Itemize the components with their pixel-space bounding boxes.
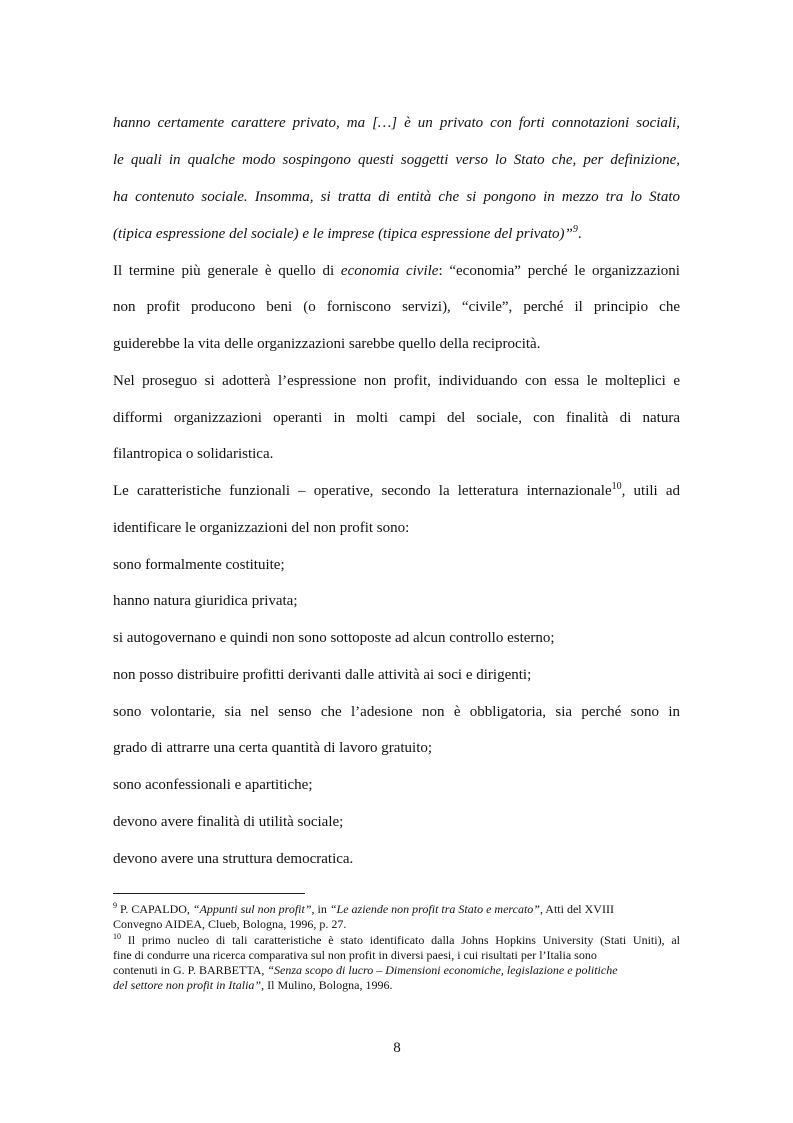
footnote-10-line-2: fine di condurre una ricerca comparativa sul non profit in diversi paesi, i cui risultati per l’Italia sono (113, 948, 597, 962)
list-item: sono formalmente costituite; (113, 557, 285, 573)
footnote-10-line-3: contenuti in G. P. BARBETTA, “Senza scopo di lucro – Dimensioni economiche, legislazione e politiche (113, 963, 618, 977)
list-item: devono avere una struttura democratica. (113, 851, 354, 867)
list-item: grado di attrarre una certa quantità di lavoro gratuito; (113, 740, 433, 756)
list-item: devono avere finalità di utilità sociale; (113, 814, 344, 830)
footnote-9-line-1: $^9$ P. CAPALDO, “Appunti sul non profit”, in “Le aziende non profit tra Stato e mercato”, Atti del XVIII (113, 901, 614, 916)
quote-line-4: (tipica espressione del sociale) e le imprese (tipica espressione del privato)”$^9$. (113, 224, 582, 242)
paragraph-1-line-3: guiderebbe la vita delle organizzazioni sarebbe quello della reciprocità. (113, 336, 541, 352)
footnote-10-line-4: del settore non profit in Italia”, Il Mulino, Bologna, 1996. (113, 978, 393, 992)
list-item: sono aconfessionali e apartitiche; (113, 777, 313, 793)
list-item: non posso distribuire profitti derivanti dalle attività ai soci e dirigenti; (113, 667, 532, 683)
footnote-9-line-2: Convegno AIDEA, Clueb, Bologna, 1996, p. 27. (113, 917, 347, 931)
footnote-ref-10: 10 (611, 481, 622, 492)
paragraph-1-line-1: Il termine più generale è quello di economia civile: “economia” perché le organizzazioni (113, 263, 680, 279)
paragraph-2-line-2: difformi organizzazioni operanti in molti campi del sociale, con finalità di natura (113, 410, 680, 426)
quote-line-3: ha contenuto sociale. Insomma, si tratta di entità che si pongono in mezzo tra lo Stato (113, 189, 680, 205)
paragraph-3-line-1: Le caratteristiche funzionali – operative, secondo la letteratura internazionale$^{10}$, utili ad (113, 481, 680, 499)
paragraph-2-line-3: filantropica o solidaristica. (113, 446, 274, 462)
paragraph-3-line-2: identificare le organizzazioni del non profit sono: (113, 520, 410, 536)
footnote-separator (113, 893, 305, 894)
page-number: 8 (393, 1040, 401, 1056)
quote-line-2: le quali in qualche modo sospingono questi soggetti verso lo Stato che, per definizione, (113, 152, 680, 168)
footnote-ref-9: 9 (572, 224, 578, 235)
list-item: si autogovernano e quindi non sono sottoposte ad alcun controllo esterno; (113, 630, 555, 646)
list-item: hanno natura giuridica privata; (113, 593, 298, 609)
list-item: sono volontarie, sia nel senso che l’adesione non è obbligatoria, sia perché sono in (113, 704, 680, 720)
footnote-10-line-1: $^{10}$ Il primo nucleo di tali caratteristiche è stato identificato dalla Johns Hopkins University (Stati Uniti), al (113, 932, 680, 947)
paragraph-2-line-1: Nel proseguo si adotterà l’espressione non profit, individuando con essa le molteplici e (113, 373, 680, 389)
paragraph-1-line-2: non profit producono beni (o forniscono servizi), “civile”, perché il principio che (113, 299, 680, 315)
quote-line-1: hanno certamente carattere privato, ma […] è un privato con forti connotazioni sociali, (113, 115, 680, 131)
